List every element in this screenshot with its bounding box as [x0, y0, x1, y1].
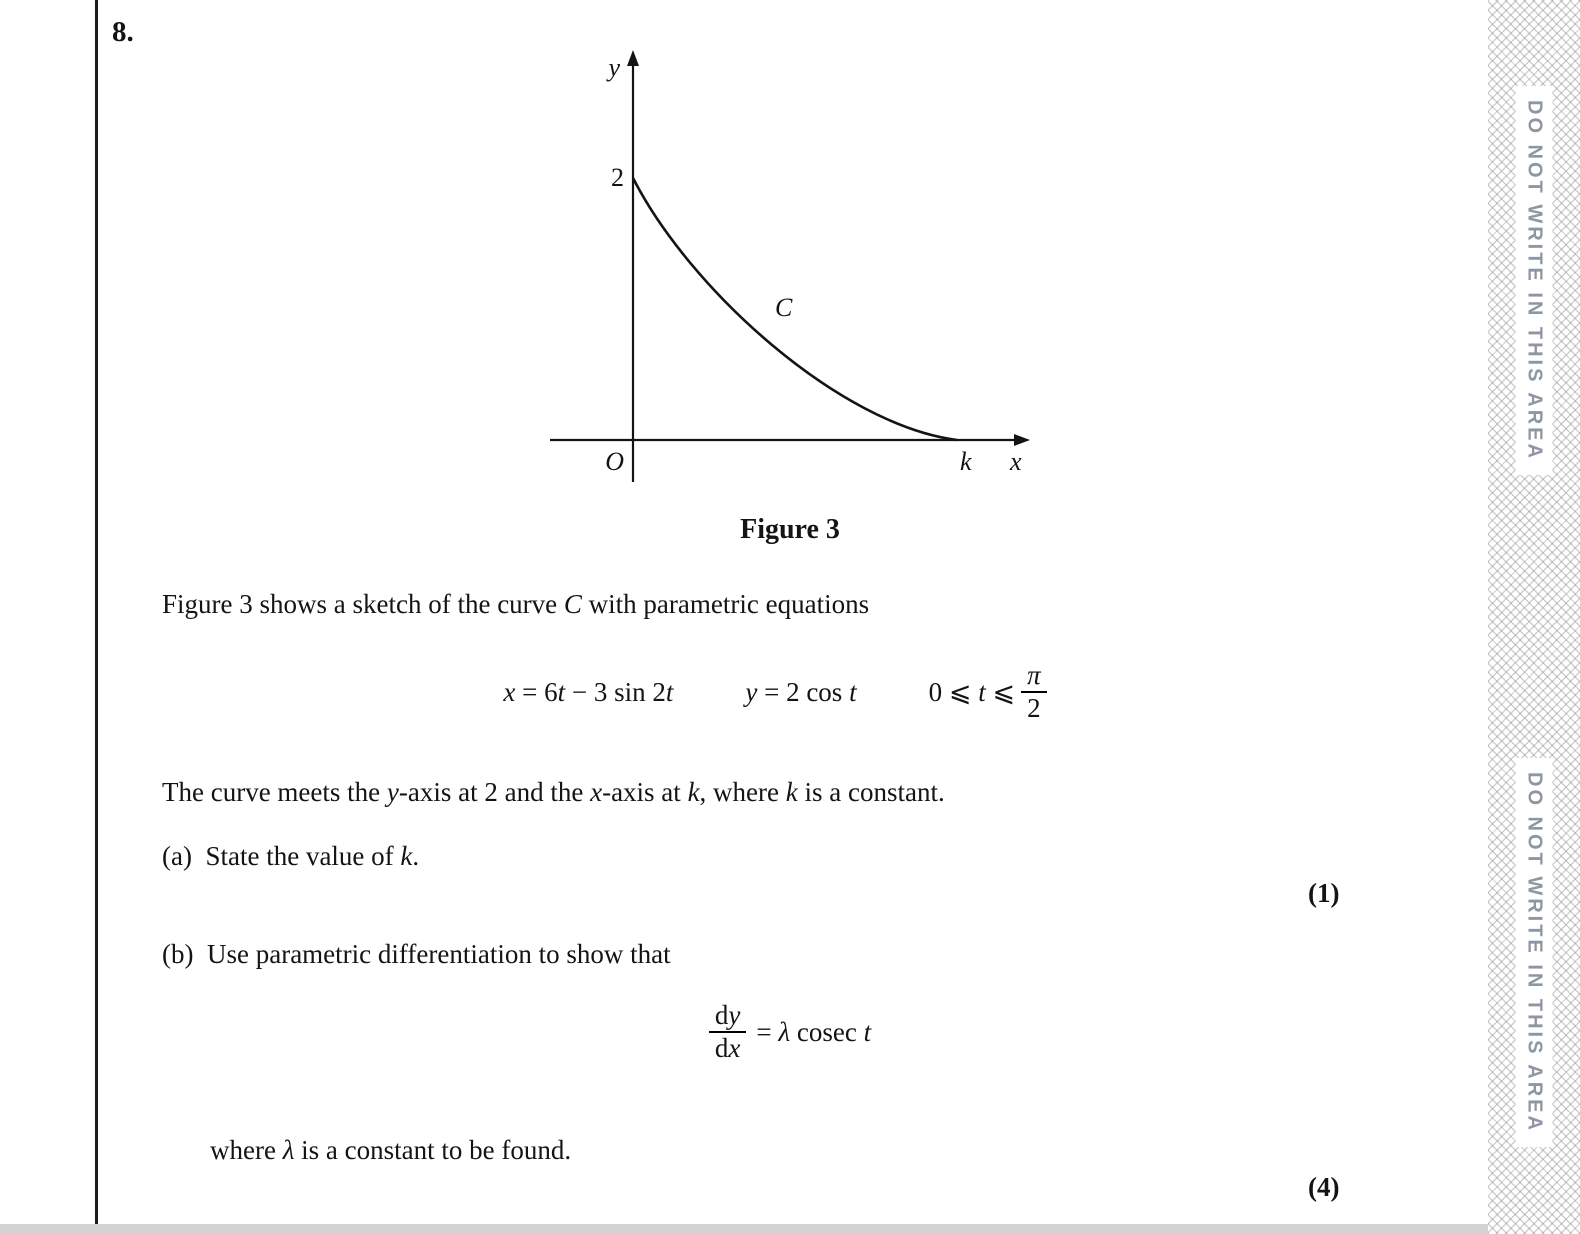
parametric-equations: [200, 660, 1350, 724]
part-b-text: (b) Use parametric differentiation to show that: [162, 939, 671, 969]
domain-inequality: 0 ⩽ t ⩽: [928, 676, 1016, 707]
origin-label: O: [605, 447, 624, 476]
do-not-write-sidebar: [1488, 0, 1580, 1234]
intro-text: Figure 3 shows a sketch of the curve C with parametric equations: [162, 589, 870, 619]
part-a-text: (a) State the value of k.: [162, 841, 420, 871]
fraction-denominator: 2: [1027, 693, 1041, 724]
x-axis-arrow-icon: [1014, 434, 1030, 446]
figure-graph: [540, 40, 1040, 510]
left-margin-line: [95, 0, 98, 1234]
dy-numerator: dy: [709, 1000, 746, 1033]
dx-denominator: dx: [714, 1033, 741, 1064]
domain-constraint: [929, 660, 1047, 724]
curve-meets-text: The curve meets the y-axis at 2 and the x-axis at k, where k is a constant.: [162, 777, 945, 807]
derivative-rhs: = λ cosec t: [756, 1016, 872, 1047]
equation-x: x = 6t − 3 sin 2t: [503, 676, 674, 707]
derivative-equation: [540, 1000, 1040, 1064]
x-axis-label: x: [1010, 447, 1022, 476]
figure-caption: Figure 3: [740, 514, 840, 545]
curve-label: C: [775, 293, 793, 322]
question-number: 8.: [112, 16, 134, 48]
sidebar-text-bottom: DO NOT WRITE IN THIS AREA: [1516, 758, 1553, 1147]
y-intercept-label: 2: [611, 163, 624, 192]
curve-c: [633, 178, 957, 440]
part-b-marks: (4): [1308, 1172, 1340, 1202]
page-bottom-edge: [0, 1224, 1488, 1234]
fraction-numerator: π: [1021, 660, 1047, 693]
dy-dx-fraction: [709, 1000, 746, 1064]
part-a-marks: (1): [1308, 878, 1340, 908]
equation-y: y = 2 cos t: [745, 676, 857, 707]
y-axis-label: y: [608, 53, 620, 82]
sidebar-text-top: DO NOT WRITE IN THIS AREA: [1516, 86, 1553, 475]
x-intercept-label: k: [960, 447, 972, 476]
y-axis-arrow-icon: [627, 50, 639, 66]
where-lambda-text: where λ is a constant to be found.: [210, 1135, 572, 1165]
pi-over-two-fraction: [1021, 660, 1047, 724]
